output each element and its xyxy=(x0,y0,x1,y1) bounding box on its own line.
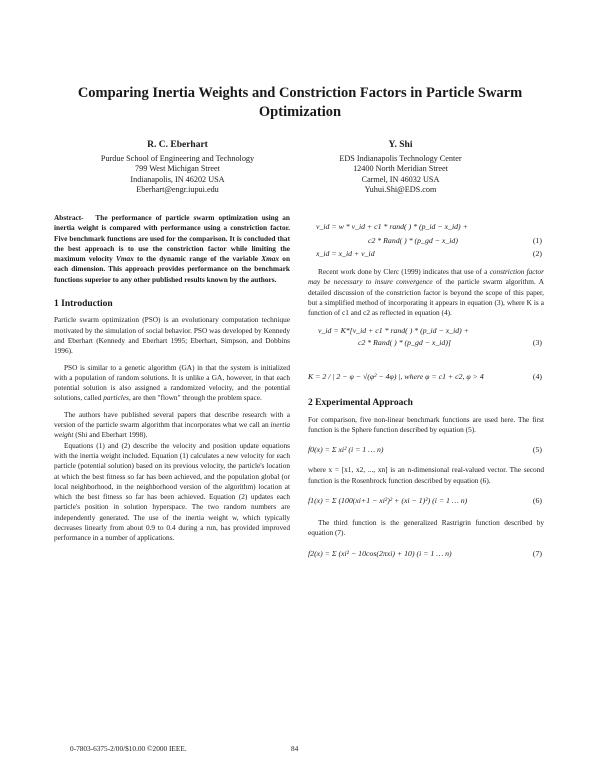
equation-number: (2) xyxy=(532,249,542,258)
paragraph: Equations (1) and (2) describe the velocity and position update equations with the inertia weight included. Equation (1) calculates a new velocity for each particle (potential solution) based on its previous velocity, the particle's location at which the best fitness so far has been achieved, and the population global (or local neighborhood, in the neighborhood version of the algorithm) location at which the best fitness so far has been achieved. Equation (2) updates each particle's position in solution hyperspace. The two random numbers are independently generated. The use of the inertia weight w, which typically decreases linearly from about 0.9 to 0.4 during a run, has provided improved performance in a number of applications. xyxy=(54,440,290,543)
equation-1: v_id = w * v_id + c1 * rand( ) * (p_id − x_id) + xyxy=(316,222,468,231)
paragraph: Particle swarm optimization (PSO) is an evolutionary computation technique motivated by the simulation of social behavior. PSO was developed by Kennedy and Eberhart (Kennedy and Eberhart 1995; Eberhart, Simpson, and Dobbins 1996). xyxy=(54,315,290,356)
author-email: Eberhart@engr.iupui.edu xyxy=(136,185,219,194)
equation-number: (7) xyxy=(532,548,542,558)
author-name: R. C. Eberhart xyxy=(147,140,208,150)
author-email: Yuhui.Shi@EDS.com xyxy=(364,185,437,194)
equation-number: (4) xyxy=(532,372,542,382)
page-number: 84 xyxy=(291,744,299,753)
equation-7: f2(x) = Σ (xi² − 10cos(2πxi) + 10) (i = 1 … n) (7) xyxy=(308,548,542,558)
author-address: 799 West Michigan Street xyxy=(135,164,220,173)
author-block-shi xyxy=(283,140,518,196)
paper-title: Comparing Inertia Weights and Constriction Factors in Particle Swarm Optimization xyxy=(77,85,523,120)
equation-2: x_id = x_id + v_id (2) xyxy=(316,249,542,258)
left-column xyxy=(54,213,290,544)
equation-number: (1) xyxy=(532,236,542,245)
author-name: Y. Shi xyxy=(388,140,413,150)
equation-5: f0(x) = Σ xi² (i = 1 … n) (5) xyxy=(308,445,542,455)
equation-6: f1(x) = Σ (100(xi+1 − xi²)² + (xi − 1)²) (i = 1 … n) (6) xyxy=(308,495,542,505)
paragraph: where x = [x1, x2, ..., xn] is an n-dimensional real-valued vector. The second function is the Rosenbrock function described by equation (6). xyxy=(308,465,544,485)
author-block-eberhart xyxy=(60,140,295,196)
copyright-footer: 0-7803-6375-2/00/$10.00 ©2000 IEEE. xyxy=(70,744,187,753)
paragraph: For comparison, five non-linear benchmark functions are used here. The first function is the Sphere function described by equation (5). xyxy=(308,414,544,435)
equation-number: (6) xyxy=(532,495,542,505)
equation-number: (5) xyxy=(532,445,542,455)
abstract: Abstract- The performance of particle swarm optimization using an inertia weight is compared with performance using a constriction factor. Five benchmark functions are used for the comparison. It is concluded that the best approach is to use the constriction factor while limiting the maximum velocity Vmax to the dynamic range of the variable Xmax on each dimension. This approach provides performance on the benchmark functions superior to any other published results known by the authors. xyxy=(54,213,291,284)
author-address: Carmel, IN 46032 USA xyxy=(361,174,440,184)
equation-1-cont: c2 * Rand( ) * (p_gd − x_id) (1) xyxy=(368,236,542,245)
author-address: 12400 North Meridian Street xyxy=(353,164,448,173)
author-affiliation: Purdue School of Engineering and Technology xyxy=(100,153,255,163)
equation-3-cont: c2 * Rand( ) * (p_gd − x_id)] (3) xyxy=(358,338,542,348)
section-heading-experimental: 2 Experimental Approach xyxy=(308,398,413,409)
author-address: Indianapolis, IN 46202 USA xyxy=(130,174,225,184)
paragraph: PSO is similar to a genetic algorithm (GA) in that the system is initialized with a population of random solutions. It is unlike a GA, however, in that each potential solution is also assigned a randomized velocity, and the potential solutions, called particles, are then "flown" through the problem space. xyxy=(54,362,290,403)
paragraph: Recent work done by Clerc (1999) indicates that use of a constriction factor may be necessary to insure convergence of the particle swarm algorithm. A detailed discussion of the constriction factor is beyond the scope of this paper, but a simplified method of incorporating it appears in equation (3), where K is a function of c1 and c2 as reflected in equation (4). xyxy=(308,267,545,318)
paragraph: The third function is the generalized Rastrigrin function described by equation (7). xyxy=(308,517,544,538)
author-affiliation: EDS Indianapolis Technology Center xyxy=(339,153,462,163)
equation-4: K = 2 / | 2 − φ − √(φ² − 4φ) |, where φ = c1 + c2, φ > 4 (4) xyxy=(308,372,542,382)
equation-3: v_id = K*[v_id + c1 * rand( ) * (p_id − x_id) + xyxy=(318,326,469,336)
right-column xyxy=(308,222,544,569)
equation-number: (3) xyxy=(532,338,542,348)
paragraph: The authors have published several papers that describe research with a version of the particle swarm algorithm that incorporates what we call an inertia weight (Shi and Eberhart 1998). xyxy=(54,409,290,440)
section-heading-introduction: 1 Introduction xyxy=(54,299,113,310)
